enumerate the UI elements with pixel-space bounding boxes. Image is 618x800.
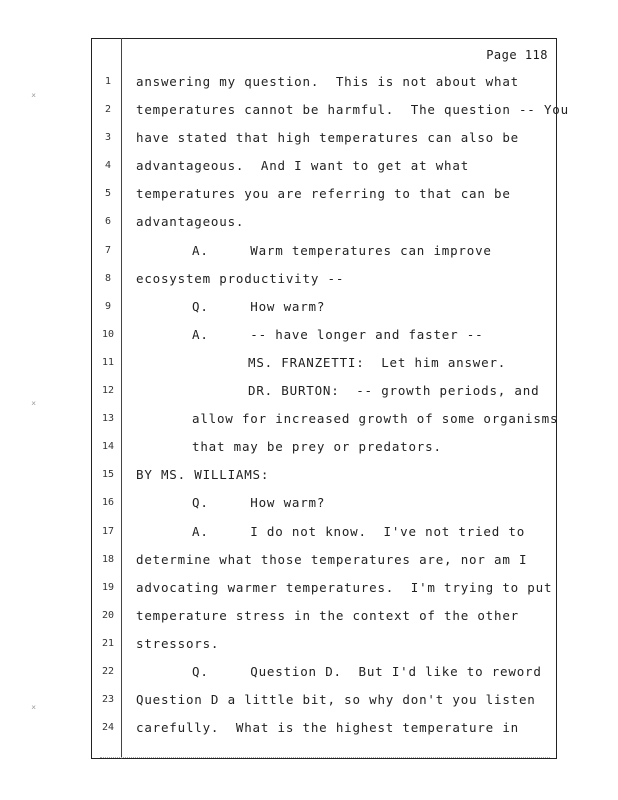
line-text: carefully. What is the highest temperature in	[136, 720, 519, 736]
transcript-line	[0, 321, 618, 349]
line-text: advocating warmer temperatures. I'm trying to put	[136, 579, 553, 595]
transcript-line	[0, 714, 618, 742]
transcript-line	[0, 180, 618, 208]
line-number: 23	[101, 694, 115, 706]
transcript-line	[0, 405, 618, 433]
line-number: 21	[101, 637, 115, 649]
transcript-line	[0, 293, 618, 321]
transcript-line	[0, 349, 618, 377]
transcript-line	[0, 574, 618, 602]
line-number: 6	[104, 216, 112, 228]
line-number: 3	[104, 132, 112, 144]
transcript-line	[0, 377, 618, 405]
line-text: Q. How warm?	[192, 298, 326, 314]
line-text: ecosystem productivity --	[136, 270, 345, 286]
line-text: temperature stress in the context of the other	[136, 607, 519, 623]
line-number: 13	[101, 413, 115, 425]
page-number: Page 118	[486, 48, 548, 62]
line-text: temperatures you are referring to that can be	[136, 186, 511, 202]
line-text: temperatures cannot be harmful. The question -- You	[136, 102, 569, 118]
line-number: 17	[101, 525, 115, 537]
transcript-line	[0, 658, 618, 686]
binder-hole-mark: ˣ	[30, 90, 38, 104]
line-number: 12	[101, 385, 115, 397]
line-number: 8	[104, 272, 112, 284]
transcript-line	[0, 96, 618, 124]
line-number: 18	[101, 553, 115, 565]
line-text: Q. How warm?	[192, 495, 326, 511]
transcript-line	[0, 489, 618, 517]
line-text: BY MS. WILLIAMS:	[136, 467, 270, 483]
line-text: allow for increased growth of some organisms	[192, 411, 559, 427]
line-number: 9	[104, 300, 112, 312]
line-text: Q. Question D. But I'd like to reword	[192, 663, 542, 679]
line-number: 11	[101, 356, 115, 368]
transcript-line	[0, 152, 618, 180]
transcript-lines	[0, 68, 618, 742]
transcript-line	[0, 208, 618, 236]
transcript-line	[0, 518, 618, 546]
line-text: answering my question. This is not about what	[136, 74, 519, 89]
line-text: Question D a little bit, so why don't you listen	[136, 692, 536, 708]
scan-artifact	[100, 757, 550, 762]
transcript-line	[0, 68, 618, 96]
line-text: advantageous.	[136, 214, 245, 230]
line-number: 22	[101, 665, 115, 677]
line-text: advantageous. And I want to get at what	[136, 158, 470, 174]
transcript-line	[0, 602, 618, 630]
line-number: 15	[101, 469, 115, 481]
line-number: 4	[104, 160, 112, 172]
line-number: 14	[101, 441, 115, 453]
line-number: 16	[101, 497, 115, 509]
line-text: determine what those temperatures are, nor am I	[136, 551, 528, 567]
line-number: 24	[101, 722, 115, 734]
line-number: 5	[104, 188, 112, 200]
line-number: 10	[101, 328, 115, 340]
transcript-line	[0, 265, 618, 293]
transcript-line	[0, 124, 618, 152]
transcript-line	[0, 237, 618, 265]
binder-hole-mark: ˣ	[30, 398, 38, 412]
transcript-line	[0, 433, 618, 461]
line-number: 7	[104, 244, 112, 256]
transcript-line	[0, 686, 618, 714]
line-text: A. Warm temperatures can improve	[192, 242, 492, 258]
transcript-line	[0, 461, 618, 489]
line-number: 2	[104, 104, 112, 116]
binder-hole-mark: ˣ	[30, 702, 38, 716]
line-number: 20	[101, 609, 115, 621]
line-text: that may be prey or predators.	[192, 439, 442, 455]
line-text: A. I do not know. I've not tried to	[192, 523, 526, 539]
line-text: DR. BURTON: -- growth periods, and	[248, 383, 540, 399]
line-text: MS. FRANZETTI: Let him answer.	[248, 354, 507, 370]
line-text: have stated that high temperatures can also be	[136, 130, 519, 146]
line-number: 1	[104, 76, 112, 87]
line-text: stressors.	[136, 635, 220, 651]
line-number: 19	[101, 581, 115, 593]
transcript-line	[0, 546, 618, 574]
transcript-line	[0, 630, 618, 658]
line-text: A. -- have longer and faster --	[192, 326, 484, 342]
